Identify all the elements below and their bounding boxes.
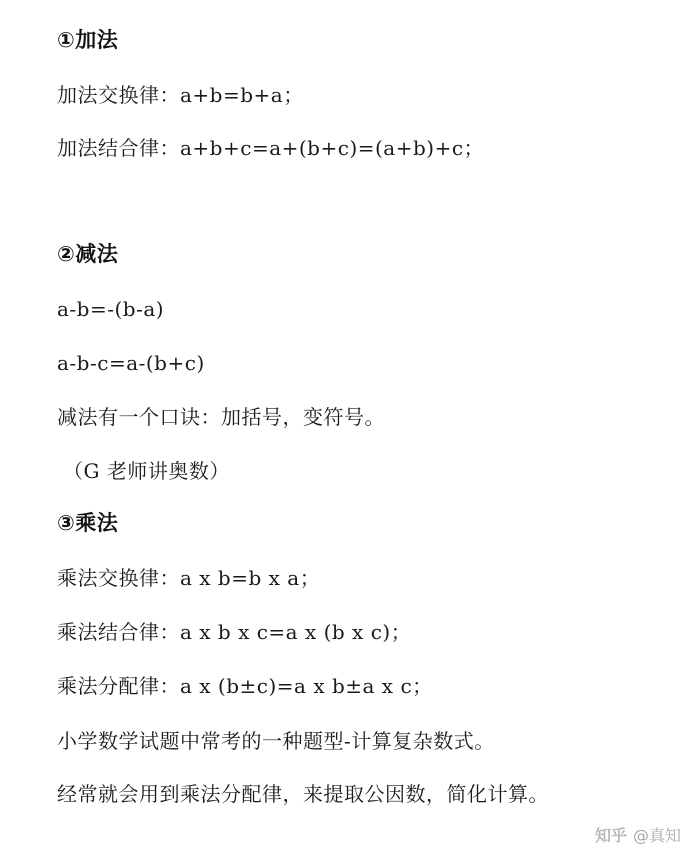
multiplication-commutative-law: 乘法交换律：a x b=b x a；: [57, 566, 321, 590]
subtraction-heading: ②减法: [57, 242, 119, 266]
addition-heading: ①加法: [57, 28, 119, 52]
subtraction-mnemonic: 减法有一个口诀：加括号，变符号。: [57, 405, 385, 429]
watermark-brand: 知乎: [594, 826, 627, 845]
watermark: [595, 823, 681, 846]
explanation-line-1: 小学数学试题中常考的一种题型-计算复杂数式。: [57, 729, 495, 753]
addition-associative-law: 加法结合律：a+b+c=a+(b+c)=(a+b)+c；: [57, 136, 485, 160]
author-note: （G 老师讲奥数）: [63, 459, 230, 483]
explanation-line-2: 经常就会用到乘法分配律，来提取公因数，简化计算。: [57, 782, 549, 806]
multiplication-heading: ③乘法: [57, 511, 119, 535]
addition-commutative-law: 加法交换律：a+b=b+a；: [57, 83, 304, 107]
multiplication-associative-law: 乘法结合律：a x b x c=a x (b x c)；: [57, 620, 412, 644]
subtraction-rule-1: a-b=-(b-a): [57, 297, 165, 321]
multiplication-distributive-law: 乘法分配律：a x (b±c)=a x b±a x c；: [57, 674, 433, 698]
watermark-handle: @真知: [632, 826, 681, 845]
subtraction-rule-2: a-b-c=a-(b+c): [57, 351, 205, 375]
